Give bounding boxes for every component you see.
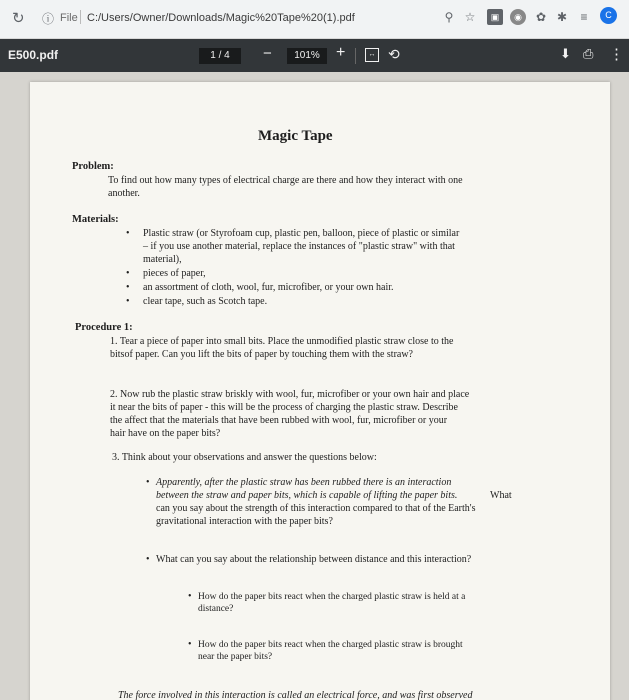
material-item: – if you use another material, replace the instances of "plastic straw" with that bbox=[143, 241, 455, 252]
download-icon[interactable]: ⬇ bbox=[560, 46, 571, 61]
zoom-out-button[interactable]: − bbox=[263, 45, 272, 62]
page-number-input[interactable] bbox=[199, 48, 241, 64]
step-2-line: it near the bits of paper - this will be the process of charging the plastic straw. Describe bbox=[110, 402, 458, 413]
step-1-line: 1. Tear a piece of paper into small bits. Place the unmodified plastic straw close to the bbox=[110, 336, 454, 347]
bullet-icon: • bbox=[126, 282, 130, 293]
url-divider bbox=[80, 10, 81, 24]
page-divider: / bbox=[218, 50, 225, 61]
material-item: material), bbox=[143, 254, 182, 265]
bullet-icon: • bbox=[146, 477, 150, 488]
problem-heading: Problem: bbox=[72, 161, 114, 172]
zoom-level-input[interactable]: 101% bbox=[287, 48, 327, 64]
step-2-line: hair have on the paper bits? bbox=[110, 428, 221, 439]
pdf-filename: E500.pdf bbox=[8, 48, 59, 62]
more-options-icon[interactable]: ⋮ bbox=[609, 46, 624, 63]
question-4-line: near the paper bits? bbox=[198, 652, 273, 662]
pdf-page bbox=[30, 82, 610, 700]
bullet-icon: • bbox=[188, 639, 192, 650]
zoom-search-icon[interactable]: ⚲ bbox=[444, 10, 454, 24]
question-3-line: How do the paper bits react when the charged plastic straw is held at a bbox=[198, 592, 466, 602]
profile-avatar[interactable]: C bbox=[600, 7, 617, 24]
extensions-puzzle-icon[interactable]: ✱ bbox=[556, 10, 568, 24]
page-total: 4 bbox=[224, 50, 230, 61]
address-bar[interactable]: C:/Users/Owner/Downloads/Magic%20Tape%20(1).pdf bbox=[87, 12, 355, 24]
material-item: clear tape, such as Scotch tape. bbox=[143, 296, 268, 307]
zoom-in-button[interactable]: + bbox=[336, 44, 346, 61]
bullet-icon: • bbox=[126, 228, 130, 239]
pdf-viewer[interactable] bbox=[0, 72, 629, 700]
bullet-icon: • bbox=[188, 591, 192, 602]
step-2-line: 2. Now rub the plastic straw briskly with wool, fur, microfiber or your own hair and place bbox=[110, 389, 470, 400]
bookmark-star-icon[interactable]: ☆ bbox=[464, 10, 476, 24]
rotate-icon[interactable]: ⟲ bbox=[388, 46, 400, 62]
question-4-line: How do the paper bits react when the charged plastic straw is brought bbox=[198, 640, 463, 650]
url-scheme: File bbox=[60, 12, 78, 24]
question-1-line: Apparently, after the plastic straw has been rubbed there is an interaction bbox=[156, 477, 452, 488]
material-item: pieces of paper, bbox=[143, 268, 206, 279]
extension-circle-icon[interactable]: ◉ bbox=[510, 9, 526, 25]
question-1-line: gravitational interaction with the paper bits? bbox=[156, 516, 333, 527]
step-2-line: the affect that the materials that have been rubbed with wool, fur, microfiber or your bbox=[110, 415, 448, 426]
material-item: Plastic straw (or Styrofoam cup, plastic pen, balloon, piece of plastic or similar bbox=[143, 228, 460, 239]
browser-toolbar bbox=[0, 0, 629, 39]
reading-list-icon[interactable]: ≡ bbox=[580, 10, 588, 24]
step-1-line: bitsof paper. Can you lift the bits of paper by touching them with the straw? bbox=[110, 349, 413, 360]
question-1-line: What bbox=[490, 490, 512, 501]
step-3: 3. Think about your observations and answer the questions below: bbox=[112, 452, 377, 463]
extension-gear-icon[interactable]: ✿ bbox=[535, 10, 547, 24]
footer-text: The force involved in this interaction is called an electrical force, and was first observed bbox=[118, 690, 473, 700]
pdf-toolbar bbox=[0, 39, 629, 72]
extension-box-icon[interactable]: ▣ bbox=[487, 9, 503, 25]
problem-line: another. bbox=[108, 188, 140, 199]
info-icon[interactable]: ⓘ bbox=[42, 12, 55, 26]
bullet-icon: • bbox=[126, 268, 130, 279]
fit-page-icon[interactable]: ↔ bbox=[365, 48, 379, 62]
question-2: What can you say about the relationship between distance and this interaction? bbox=[156, 554, 472, 565]
reload-icon[interactable]: ↻ bbox=[12, 10, 25, 27]
bullet-icon: • bbox=[146, 554, 150, 565]
material-item: an assortment of cloth, wool, fur, microfiber, or your own hair. bbox=[143, 282, 394, 293]
question-3-line: distance? bbox=[198, 604, 234, 614]
materials-heading: Materials: bbox=[72, 214, 119, 225]
problem-line: To find out how many types of electrical charge are there and how they interact with one bbox=[108, 175, 463, 186]
procedure-heading: Procedure 1: bbox=[75, 322, 133, 333]
toolbar-divider bbox=[355, 48, 356, 64]
bullet-icon: • bbox=[126, 296, 130, 307]
print-icon[interactable]: ⎙ bbox=[583, 46, 594, 61]
doc-title: Magic Tape bbox=[258, 128, 333, 144]
page-current: 1 bbox=[210, 50, 216, 61]
question-1-line: between the straw and paper bits, which is capable of lifting the paper bits. bbox=[156, 490, 458, 501]
question-1-line: can you say about the strength of this interaction compared to that of the Earth's bbox=[156, 503, 476, 514]
